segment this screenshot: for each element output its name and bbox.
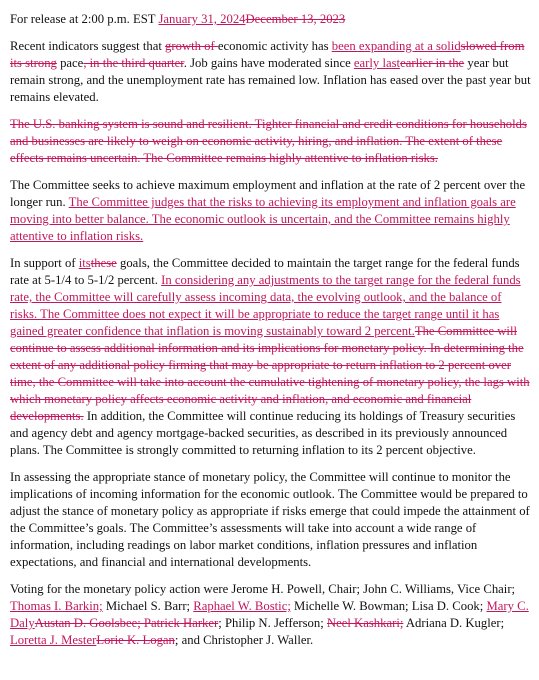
deleted-text: The U.S. banking system is sound and resilient. Tighter financial and credit conditions for households and businesses are likely to weigh on economic activity, hiring, and inflation. The extent of these effects remains uncertain. The Committee remains highly attentive to inflation risks. xyxy=(10,117,527,165)
deleted-text: these xyxy=(90,256,117,270)
text-segment: Recent indicators suggest that xyxy=(10,39,166,53)
inserted-text: In considering any adjustments to the target range for the federal funds rate, the Committee will carefully assess incoming data, the evolving outlook, and the balance of risks. The Committee does not expect it will be appropriate to reduce the target range until it has gained greater confidence that inflation is moving sustainably toward 2 percent. xyxy=(10,273,521,338)
deleted-text: slowed from its strong xyxy=(10,39,525,70)
text-segment: In addition, the Committee will continue reducing its holdings of Treasury securities and agency debt and agency mortgage-backed securities, as described in its previously announced plans. The Committee is strongly committed to returning inflation to its 2 percent objective. xyxy=(10,409,516,457)
inserted-text: early last xyxy=(353,56,401,70)
deleted-text: earlier in the xyxy=(400,56,465,70)
text-segment: Voting for the monetary policy action were Jerome H. Powell, Chair; John C. Williams, Vice Chair; xyxy=(10,582,516,596)
inserted-text: Loretta J. Mester xyxy=(10,633,97,647)
statement-paragraph-p1 xyxy=(10,38,531,106)
text-segment: ; Philip N. Jefferson; xyxy=(218,616,327,630)
deleted-text: Austan D. Goolsbee; Patrick Harker xyxy=(34,616,219,630)
deleted-text: growth of xyxy=(165,39,218,53)
statement-paragraph-p6 xyxy=(10,581,531,649)
text-segment: Adriana D. Kugler; xyxy=(403,616,505,630)
inserted-release-date: January 31, 2024 xyxy=(158,12,246,26)
inserted-text: Thomas I. Barkin; xyxy=(10,599,103,613)
release-prefix: For release at 2:00 p.m. EST xyxy=(10,12,159,26)
inserted-text: been expanding at a solid xyxy=(331,39,461,53)
deleted-text: Lorie K. Logan xyxy=(96,633,175,647)
text-segment: year but remain strong, and the unemployment rate has remained low. Inflation has eased over the past year but remains elevated. xyxy=(10,56,531,104)
statement-body xyxy=(10,38,531,649)
text-segment: Michelle W. Bowman; Lisa D. Cook; xyxy=(290,599,487,613)
statement-paragraph-p2 xyxy=(10,116,531,167)
text-segment: The Committee seeks to achieve maximum employment and inflation at the rate of 2 percent over the longer run. xyxy=(10,178,526,209)
text-segment: In assessing the appropriate stance of monetary policy, the Committee will continue to monitor the implications of incoming information for the economic outlook. The Committee would be prepared to adjust the stance of monetary policy as appropriate if risks emerge that could impede the attainment of the Committee’s goals. The Committee’s assessments will take into account a wide range of information, including readings on labor market conditions, inflation pressures and inflation expectations, and financial and international developments. xyxy=(10,470,530,569)
inserted-text: Mary C. Daly xyxy=(10,599,529,630)
statement-paragraph-p4 xyxy=(10,255,531,459)
text-segment: . Job gains have moderated since xyxy=(183,56,354,70)
deleted-text: , in the third quarter xyxy=(83,56,184,70)
text-segment: economic activity has xyxy=(217,39,332,53)
text-segment: Michael S. Barr; xyxy=(102,599,194,613)
deleted-text: The Committee will continue to assess additional information and its implications for monetary policy. In determining the extent of any additional policy firming that may be appropriate to return inflation to 2 percent over time, the Committee will take into account the cumulative tightening of monetary policy, the lags with which monetary policy affects economic activity and inflation, and economic and financial developments. xyxy=(10,324,530,423)
inserted-text: its xyxy=(78,256,91,270)
deleted-text: Neel Kashkari; xyxy=(326,616,404,630)
release-line xyxy=(10,11,531,28)
statement-paragraph-p3 xyxy=(10,177,531,245)
text-segment: goals, the Committee decided to maintain the target range for the federal funds rate at 5-1/4 to 5-1/2 percent. xyxy=(10,256,520,287)
deleted-release-date: December 13, 2023 xyxy=(245,12,346,26)
inserted-text: The Committee judges that the risks to achieving its employment and inflation goals are moving into better balance. The economic outlook is uncertain, and the Committee remains highly attentive to inflation risks. xyxy=(10,195,516,243)
text-segment: pace xyxy=(56,56,84,70)
text-segment: ; and Christopher J. Waller. xyxy=(174,633,314,647)
text-segment: In support of xyxy=(10,256,79,270)
inserted-text: Raphael W. Bostic; xyxy=(193,599,291,613)
statement-paragraph-p5 xyxy=(10,469,531,571)
